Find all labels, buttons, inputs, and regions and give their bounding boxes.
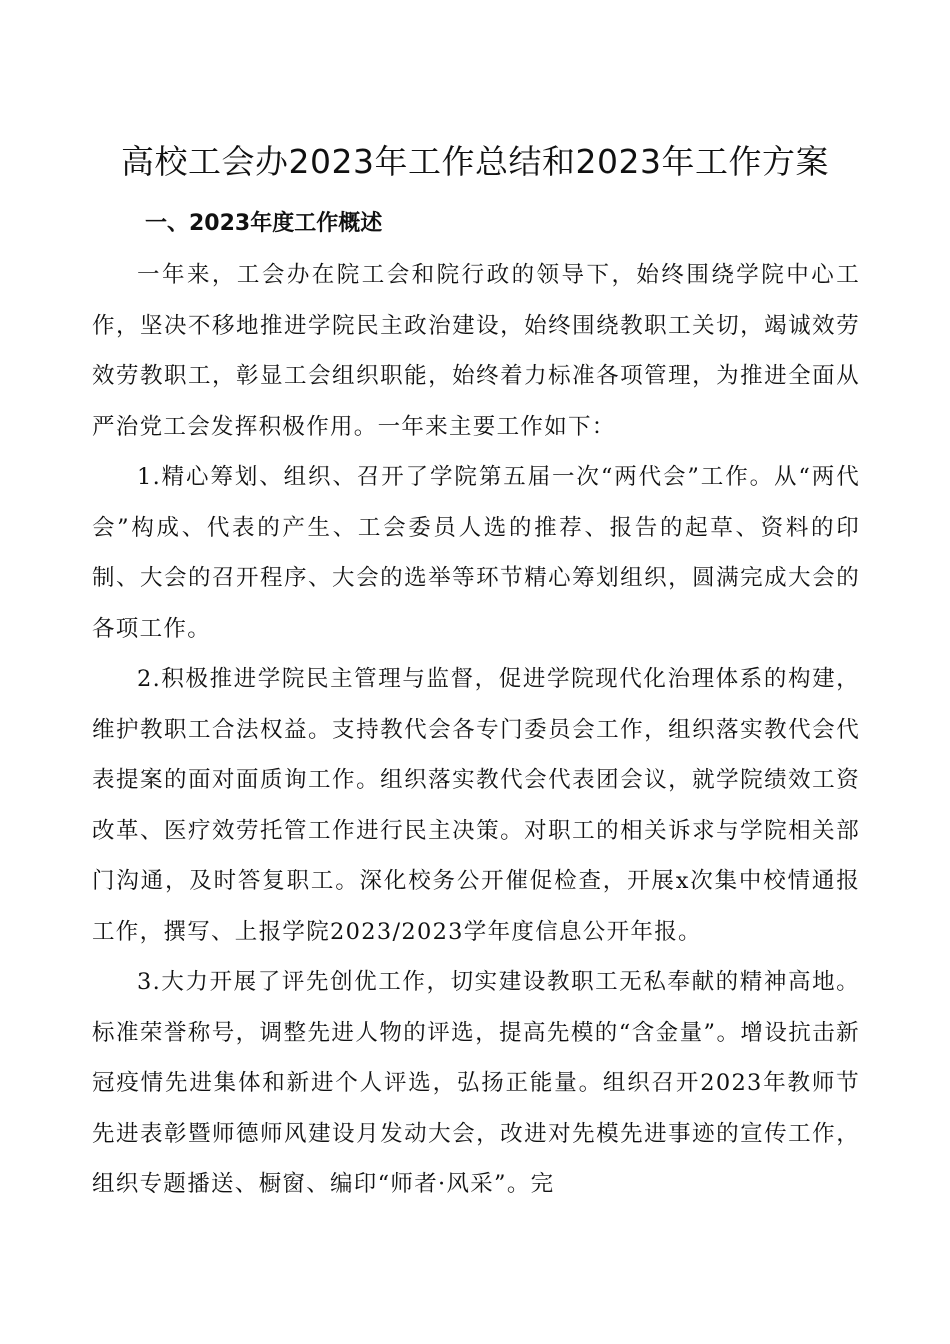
paragraph-item-1: 1.精心筹划、组织、召开了学院第五届一次“两代会”工作。从“两代会”构成、代表的产生、工会委员人选的推荐、报告的起草、资料的印制、大会的召开程序、大会的选举等环节精心筹划组织，圆满完成大会的各项工作。 bbox=[92, 464, 860, 642]
document-title: 高校工会办2023年工作总结和2023年工作方案 bbox=[121, 142, 829, 181]
paragraph-item-2: 2.积极推进学院民主管理与监督，促进学院现代化治理体系的构建，维护教职工合法权益。支持教代会各专门委员会工作，组织落实教代会代表提案的面对面质询工作。组织落实教代会代表团会议，就学院绩效工资改革、医疗效劳托管工作进行民主决策。对职工的相关诉求与学院相关部门沟通，及时答复职工。深化校务公开催促检查，开展x次集中校情通报工作，撰写、上报学院2023/2023学年度信息公开年报。 bbox=[92, 666, 860, 945]
section-heading: 一、2023年度工作概述 bbox=[145, 211, 383, 236]
paragraph-overview: 一年来，工会办在院工会和院行政的领导下，始终围绕学院中心工作，坚决不移地推进学院民主政治建设，始终围绕教职工关切，竭诚效劳效劳教职工，彰显工会组织职能，始终着力标准各项管理，为推进全面从严治党工会发挥积极作用。一年来主要工作如下： bbox=[92, 262, 860, 440]
paragraph-item-3: 3.大力开展了评先创优工作，切实建设教职工无私奉献的精神高地。标准荣誉称号，调整先进人物的评选，提高先模的“含金量”。增设抗击新冠疫情先进集体和新进个人评选，弘扬正能量。组织召开2023年教师节先进表彰暨师德师风建设月发动大会，改进对先模先进事迹的宣传工作，组织专题播送、橱窗、编印“师者·风采”。完 bbox=[92, 969, 860, 1197]
section-body bbox=[92, 250, 860, 1210]
